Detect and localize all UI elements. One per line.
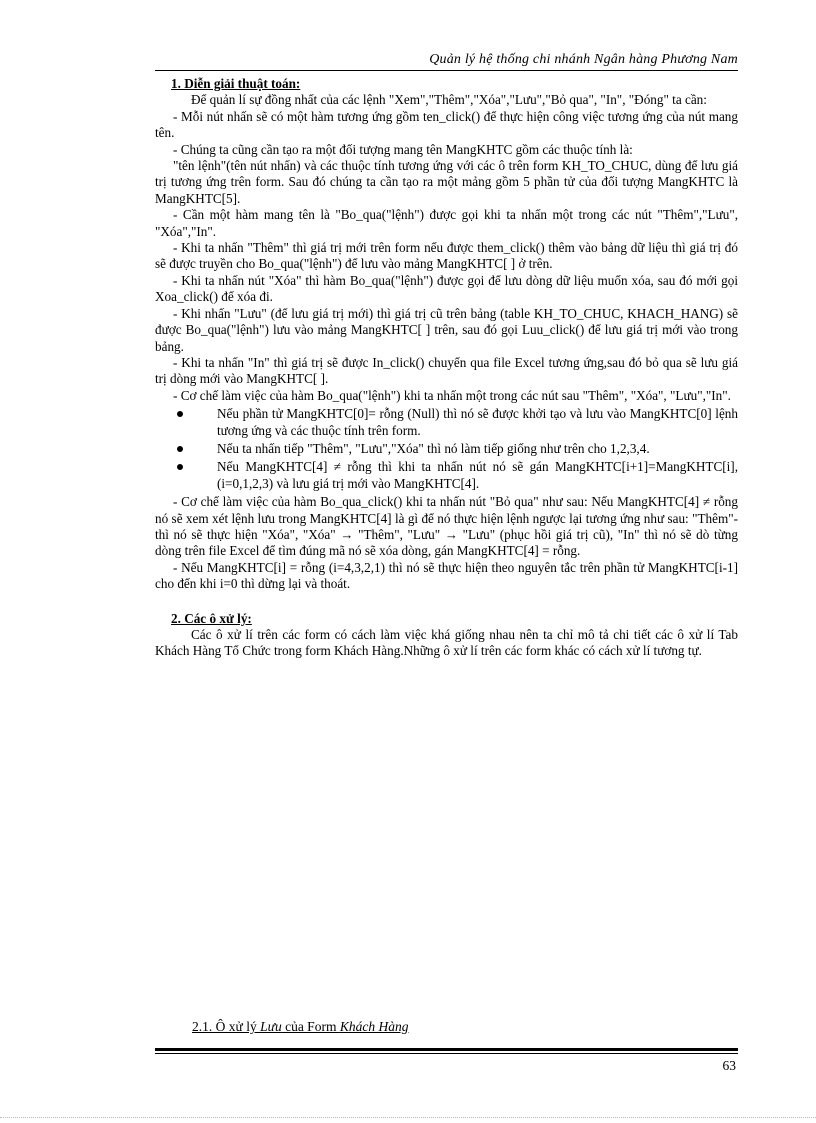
paragraph: - Nếu MangKHTC[i] = rỗng (i=4,3,2,1) thì nó sẽ thực hiện theo nguyên tắc trên phần tử MangKHTC[i-1] cho đến khi i=0 thì dừng lại và thoát.: [155, 559, 738, 592]
paragraph: - Cơ chế làm việc của hàm Bo_qua_click() khi ta nhấn nút "Bỏ qua" như sau: Nếu MangKHTC[4] ≠ rỗng nó sẽ xem xét lệnh lưu trong MangKHTC[4] là gì để nó thực hiện lệnh ngược lại tương ứng như sau: "Thêm"- thì nó sẽ thực hiện "Xóa", "Xóa" → "Thêm", "Lưu" → "Lưu" (phục hồi giá trị cũ), "In" thì nó sẽ dò từng dòng trên file Excel để tìm đúng mã nó sẽ xóa dòng, gán MangKHTC[4] = rỗng.: [155, 494, 738, 559]
paragraph: - Cần một hàm mang tên là "Bo_qua("lệnh") được gọi khi ta nhấn một trong các nút "Thêm","Lưu", "Xóa","In".: [155, 207, 738, 239]
paragraph: "tên lệnh"(tên nút nhấn) và các thuộc tính tương ứng với các ô trên form KH_TO_CHUC, dùng để lưu giá trị tương ứng trên form. Sau đó chúng ta cần tạo ra một mảng gồm 5 phần tử của đối tượng MangKHTC là MangKHTC[5].: [155, 158, 738, 206]
page-edge-divider: [0, 1117, 816, 1118]
paragraph: - Khi ta nhấn "In" thì giá trị sẽ được In_click() chuyển qua file Excel tương ứng,sau đó bỏ qua sẽ lưu giá trị dòng mới vào MangKHTC[ ].: [155, 354, 738, 387]
header-rule: [155, 70, 738, 71]
section-1-title: 1. Diễn giải thuật toán:: [171, 76, 301, 91]
page-header-title: Quản lý hệ thống chi nhánh Ngân hàng Phương Nam: [429, 52, 738, 67]
paragraph: - Cơ chế làm việc của hàm Bo_qua("lệnh") khi ta nhấn một trong các nút sau "Thêm", "Xóa", "Lưu","In".: [173, 387, 731, 403]
paragraph: - Khi ta nhấn "Thêm" thì giá trị mới trên form nếu được them_click() thêm vào bảng dữ liệu thì giá trị đó sẽ được truyền cho Bo_qua("lệnh") để lưu vào mảng MangKHTC[ ] ở trên.: [155, 240, 738, 272]
footer-rule: [155, 1048, 738, 1051]
subsection-title: 2.1. Ô xử lý Lưu của Form Khách Hàng: [192, 1019, 409, 1034]
list-item: Nếu phần tử MangKHTC[0]= rỗng (Null) thì nó sẽ được khởi tạo và lưu vào MangKHTC[0] lệnh tương ứng và các thuộc tính trên form.: [217, 406, 738, 438]
list-item: Nếu ta nhấn tiếp "Thêm", "Lưu","Xóa" thì nó làm tiếp giống như trên cho 1,2,3,4.: [217, 441, 738, 457]
paragraph: - Khi ta nhấn nút "Xóa" thì hàm Bo_qua("lệnh") được gọi để lưu dòng dữ liệu muốn xóa, sau đó mới gọi Xoa_click() để xóa đi.: [155, 272, 738, 305]
list-item: Nếu MangKHTC[4] ≠ rỗng thì khi ta nhấn nút nó sẽ gán MangKHTC[i+1]=MangKHTC[i], (i=0,1,2,3) và lưu giá trị mới vào MangKHTC[4].: [217, 459, 738, 491]
footer-rule: [155, 1053, 738, 1054]
paragraph: - Chúng ta cũng cần tạo ra một đối tượng mang tên MangKHTC gồm các thuộc tính là:: [173, 141, 633, 157]
paragraph: - Mỗi nút nhấn sẽ có một hàm tương ứng gồm ten_click() để thực hiện công việc tương ứng của nút mang tên.: [155, 108, 738, 141]
section-2-title: 2. Các ô xử lý:: [171, 610, 252, 626]
bullet-list: [155, 406, 738, 492]
document-body: [155, 76, 738, 660]
page-number: 63: [722, 1058, 736, 1073]
paragraph: Các ô xử lí trên các form có cách làm việc khá giống nhau nên ta chỉ mô tả chi tiết các ô xử lí Tab Khách Hàng Tổ Chức trong form Khách Hàng.Những ô xử lí trên các form khác có cách xử lí tương tự.: [155, 627, 738, 659]
paragraph: Để quản lí sự đồng nhất của các lệnh "Xem","Thêm","Xóa","Lưu","Bỏ qua", "In", "Đóng" ta cần:: [191, 92, 707, 108]
paragraph: - Khi nhấn "Lưu" (để lưu giá trị mới) thì giá trị cũ trên bảng (table KH_TO_CHUC, KHACH_HANG) sẽ được Bo_qua("lệnh") lưu vào mảng MangKHTC[ ] trên, sau đó gọi Luu_click() để lưu giá trị mới vào trong bảng.: [155, 305, 738, 354]
